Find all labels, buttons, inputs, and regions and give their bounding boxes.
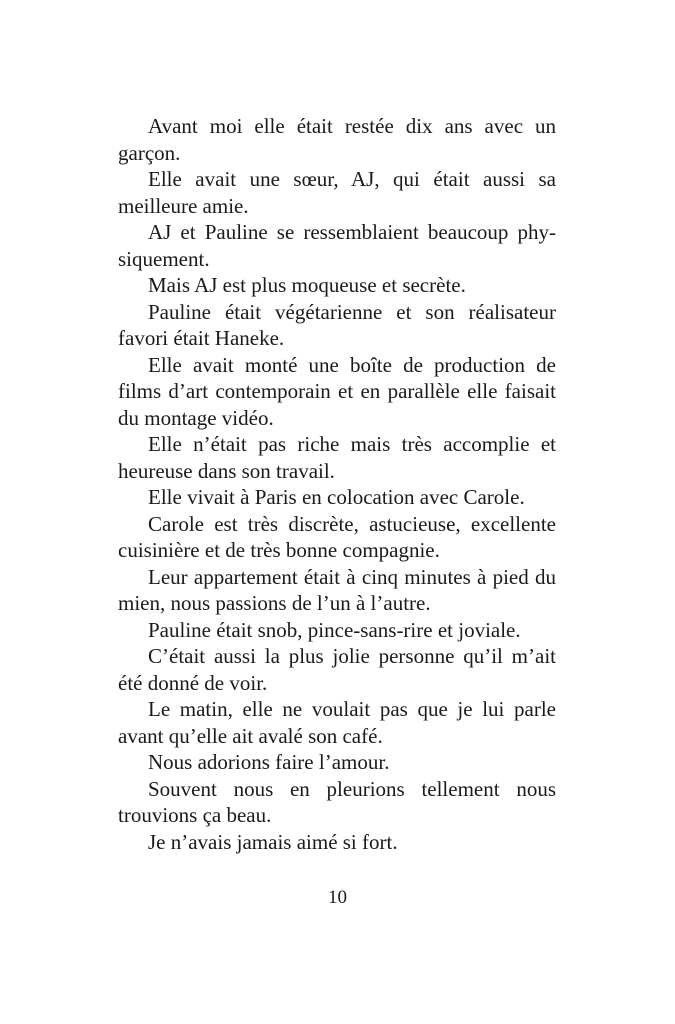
paragraph: Elle avait une sœur, AJ, qui était aussi sa meilleure amie.: [118, 167, 556, 218]
paragraph: Souvent nous en pleurions tellement nous trouvions ça beau.: [118, 776, 556, 827]
paragraph: Elle vivait à Paris en colocation avec Carole.: [148, 485, 525, 509]
page-number: 10: [328, 887, 347, 908]
paragraph: Nous adorions faire l’amour.: [148, 750, 390, 774]
paragraph: Pauline était végétarienne et son réalisateur favori était Haneke.: [118, 299, 556, 350]
paragraph: Je n’avais jamais aimé si fort.: [148, 829, 398, 854]
body-text: [118, 113, 556, 855]
paragraph: Leur appartement était à cinq minutes à pied du mien, nous passions de l’un à l’autre.: [118, 564, 556, 615]
paragraph: Avant moi elle était restée dix ans avec un garçon.: [118, 114, 556, 165]
paragraph: AJ et Pauline se ressemblaient beaucoup physiquement.: [118, 220, 556, 271]
paragraph: C’était aussi la plus jolie personne qu’il m’ait été donné de voir.: [118, 644, 556, 695]
paragraph: Elle avait monté une boîte de production de films d’art contemporain et en parallèle elle faisait du montage vidéo.: [118, 352, 556, 430]
paragraph: Carole est très discrète, astucieuse, excellente cuisinière et de très bonne compagnie.: [118, 511, 556, 562]
paragraph: Elle n’était pas riche mais très accomplie et heureuse dans son travail.: [118, 432, 556, 483]
paragraph: Mais AJ est plus moqueuse et secrète.: [148, 273, 466, 297]
paragraph: Le matin, elle ne voulait pas que je lui parle avant qu’elle ait avalé son café.: [118, 697, 556, 748]
paragraph: Pauline était snob, pince-sans-rire et joviale.: [148, 617, 521, 642]
